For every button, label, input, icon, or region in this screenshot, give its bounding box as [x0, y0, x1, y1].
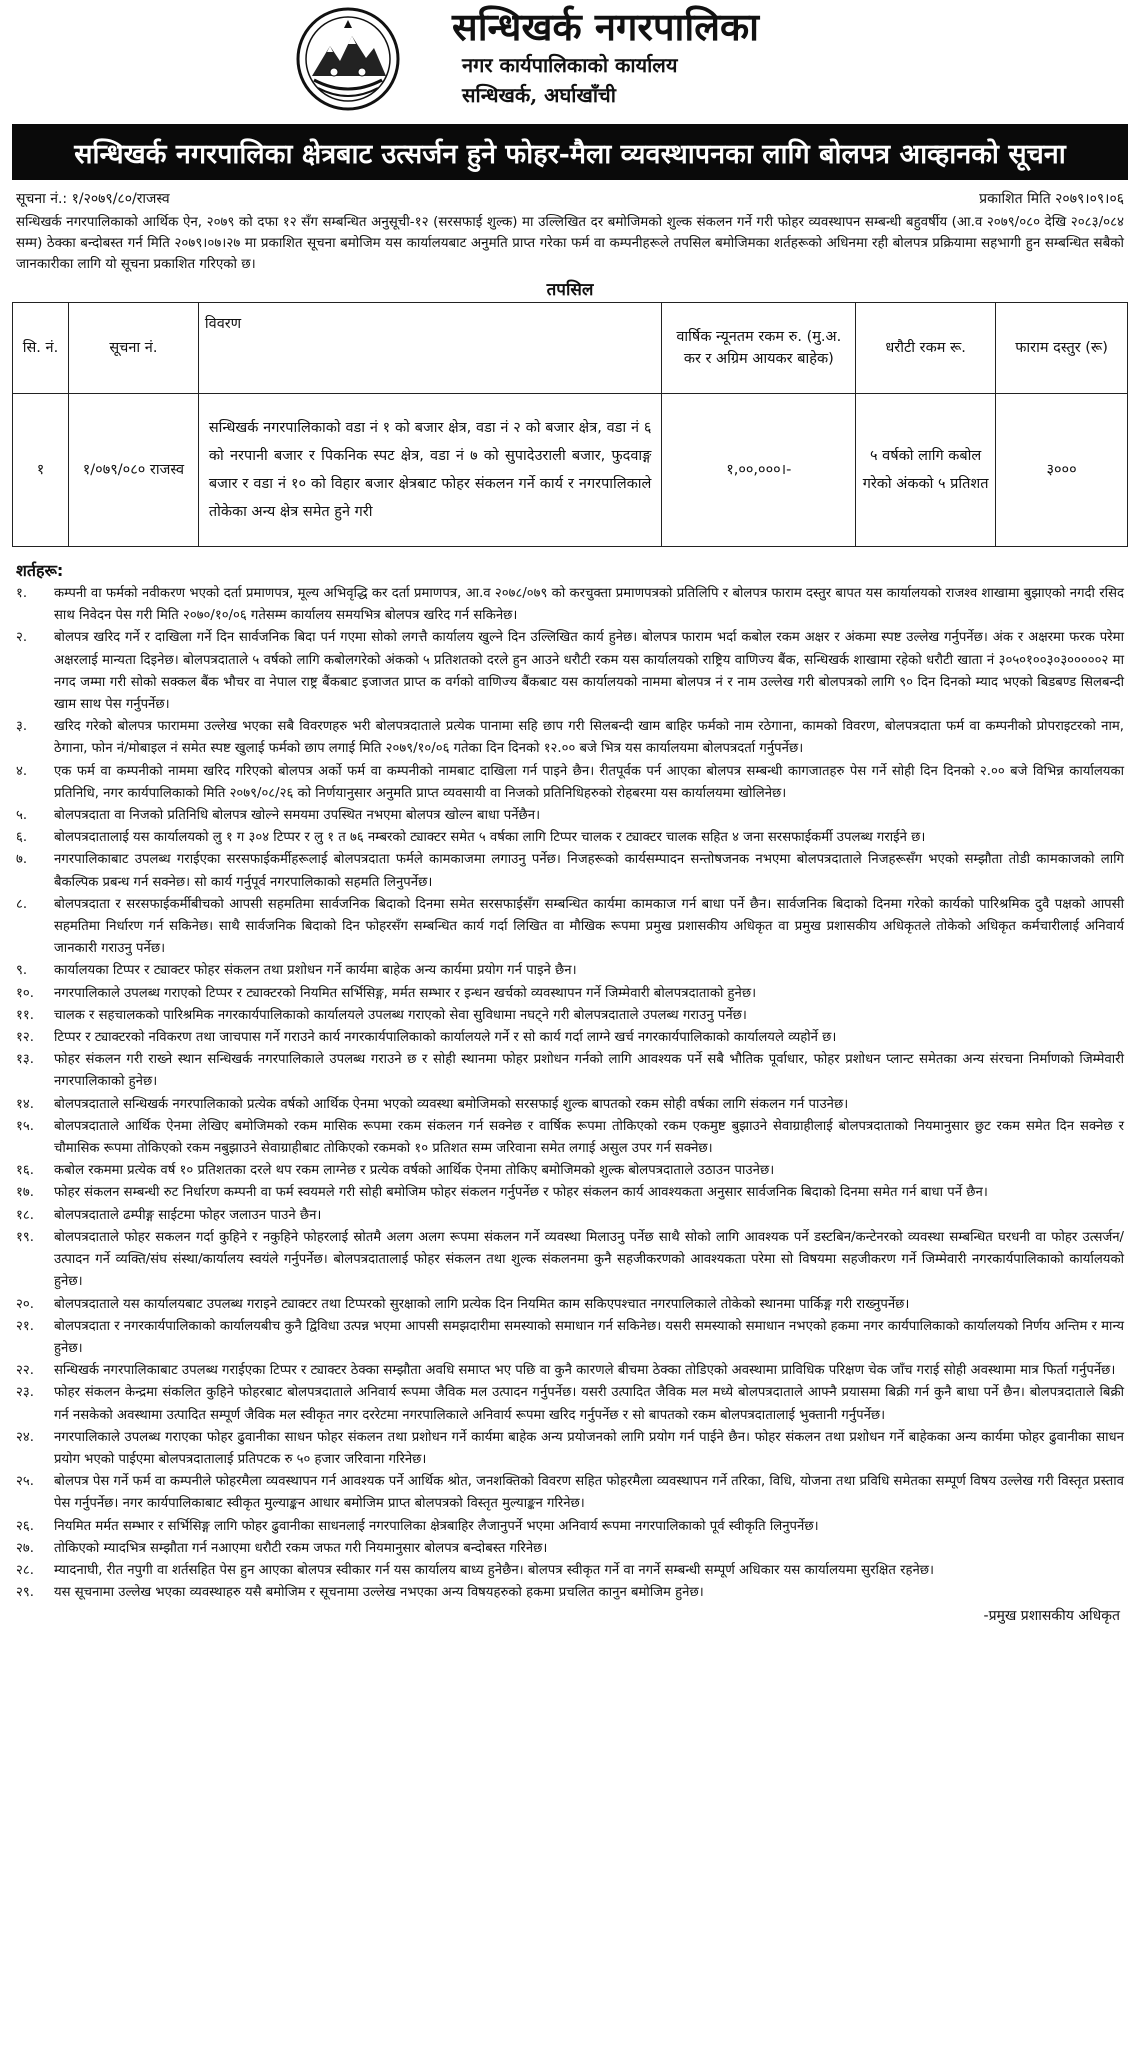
term-item — [16, 1471, 1124, 1515]
term-number: ११. — [16, 1007, 34, 1023]
term-number: २८. — [16, 1562, 34, 1578]
organization-name: सन्धिखर्क नगरपालिका — [452, 4, 760, 49]
term-text: कबोल रकममा प्रत्येक वर्ष १० प्रतिशतका दरले थप रकम लाग्नेछ र प्रत्येक वर्षको आर्थिक ऐनमा तोकिए बमोजिमको शुल्क बोलपत्रदाताले उठाउन पाउनेछ। — [54, 1163, 775, 1179]
term-item — [16, 1294, 1124, 1316]
term-number: ४. — [16, 763, 28, 779]
term-item — [16, 1094, 1124, 1116]
term-number: २५. — [16, 1474, 34, 1490]
term-text: सन्धिखर्क नगरपालिकाबाट उपलब्ध गराईएका टिप्पर र ट्याक्टर ठेक्का सम्झौता अवधि समाप्त भए पछि वा कुनै कारणले बीचमा ठेक्का तोडिएको अवस्थामा प्राविधिक परिक्षण चेक जाँच गराई सोही अवस्थामा मात्र फिर्ता गर्नुपर्नेछ। — [54, 1363, 1116, 1379]
term-number: २७. — [16, 1540, 34, 1556]
notice-meta-row — [16, 189, 1124, 208]
table-title: तपसिल — [546, 280, 594, 300]
intro-paragraph: सन्धिखर्क नगरपालिकाको आर्थिक ऐन, २०७९ को दफा १२ सँग सम्बन्धित अनुसूची-१२ (सरसफाई शुल्क) मा उल्लिखित दर बमोजिमको शुल्क संकलन गर्ने गरी फोहर व्यवस्थापन सम्बन्धी बहुवर्षीय (आ.व २०७९/०८० देखि २०८३/०८४ सम्म) ठेक्का बन्दोबस्त गर्न मिति २०७९।०७।२७ मा प्रकाशित सूचना बमोजिम यस कार्यालयबाट अनुमति प्राप्त गरेका फर्म वा कम्पनीहरूले तपसिल बमोजिमका शर्तहरूको अधिनमा रही बोलपत्र प्रक्रियामा सहभागी हुन सम्बन्धित सबैको जानकारीका लागि यो सूचना प्रकाशित गरिएको छ। — [16, 215, 1124, 272]
table-header-row — [13, 303, 1128, 394]
term-text: बोलपत्रदाताले यस कार्यालयबाट उपलब्ध गराइने ट्याक्टर तथा टिप्परको सुरक्षाको लागि प्रत्येक दिन नियमित काम सकिएपश्चात नगरपालिकाले तोकेको स्थानमा पार्किङ्ग गरी राख्नुपर्नेछ। — [54, 1296, 910, 1312]
term-item — [16, 1227, 1124, 1294]
term-number: ३. — [16, 719, 28, 735]
letterhead — [12, 0, 1128, 118]
term-text: बोलपत्रदाता वा निजको प्रतिनिधि बोलपत्र खोल्ने समयमा उपस्थित नभएमा बोलपत्र खोल्न बाधा पर्नेछैन। — [54, 808, 541, 824]
cell-min-amount: १,००,०००।- — [662, 394, 856, 547]
term-number: ८. — [16, 896, 28, 912]
office-name: नगर कार्यपालिकाको कार्यालय — [462, 53, 678, 77]
notice-number: सूचना नं.: १/२०७९/८०/राजस्व — [16, 191, 170, 207]
term-text: खरिद गरेको बोलपत्र फाराममा उल्लेख भएका सबै विवरणहरु भरी बोलपत्रदाताले प्रत्येक पानामा सहि छाप गरी सिलबन्दी खाम बाहिर फर्मको नाम रठेगाना, कामको विवरण, बोलपत्रदाता फर्म वा कम्पनीको प्रोपराइटरको नाम, ठेगाना, फोन नं/मोबाइल नं समेत स्पष्ट खुलाई फर्मको छाप लगाई मिति २०७९/१०/०६ गतेका दिन दिनको १२.०० बजे भित्र यस कार्यालयमा बोलपत्रदर्ता गर्नुपर्नेछ। — [54, 719, 1124, 757]
header-notice-no: सूचना नं. — [68, 303, 198, 394]
cell-notice-no: १/०७९/०८० राजस्व — [68, 394, 198, 547]
tender-details-table — [12, 302, 1128, 547]
term-text: बोलपत्रदाताले सन्धिखर्क नगरपालिकाको प्रत्येक वर्षको आर्थिक ऐनमा भएको व्यवस्था बमोजिमको सरसफाई शुल्क बापतको रकम सोही वर्षका लागि संकलन गर्न पाउनेछ। — [54, 1096, 849, 1112]
term-number: १८. — [16, 1207, 34, 1223]
term-number: १४. — [16, 1096, 34, 1112]
term-number: १६. — [16, 1163, 34, 1179]
header-min-amount: वार्षिक न्यूनतम रकम रु. (मु.अ. कर र अग्रिम आयकर बाहेक) — [662, 303, 856, 394]
term-item — [16, 1182, 1124, 1204]
term-item — [16, 1382, 1124, 1426]
term-text: एक फर्म वा कम्पनीको नाममा खरिद गरिएको बोलपत्र अर्को फर्म वा कम्पनीको नामबाट दाखिला गर्न पाइने छैन। रीतपूर्वक पर्न आएका बोलपत्र सम्बन्धी कागजातहरु पेस गर्ने सोही दिन दिनको २.०० बजे विभिन्न कार्यालयका प्रतिनिधि, नगर कार्यपालिकाको मिति २०७९/०८/२६ को निर्णयानुसार अनुमति प्राप्त व्यवसायी वा निजको प्रतिनिधिहरुको रोहबरमा यस कार्यालयमा खोलिनेछ। — [54, 763, 1124, 801]
term-number: १७. — [16, 1185, 34, 1201]
term-item — [16, 849, 1124, 893]
term-number: २२. — [16, 1363, 34, 1379]
term-item — [16, 583, 1124, 627]
term-item — [16, 716, 1124, 760]
term-text: टिप्पर र ट्याक्टरको नविकरण तथा जाचपास गर्ने गराउने कार्य नगरकार्यपालिकाको कार्यालयले गर्ने र सो कार्य गर्दा लाग्ने खर्च नगरकार्यपालिकाको कार्यालयले व्यहोर्ने छ। — [54, 1030, 837, 1046]
term-item — [16, 1360, 1124, 1382]
term-number: २६. — [16, 1518, 34, 1534]
term-number: १३. — [16, 1052, 34, 1068]
term-number: ७. — [16, 852, 28, 868]
term-number: ६. — [16, 830, 28, 846]
signature-line: -प्रमुख प्रशासकीय अधिकृत — [983, 1608, 1120, 1625]
term-text: बोलपत्रदाताले फोहर सकलन गर्दा कुहिने र नकुहिने फोहरलाई स्रोतमै अलग अलग रूपमा संकलन गर्ने व्यवस्था मिलाउनु पर्नेछ साथै सोको लागि आवश्यक पर्ने डस्टबिन/कन्टेनरको व्यवस्था सम्बन्धित घरधनी वा फोहर उत्सर्जन/उत्पादन गर्ने व्यक्ति/संघ संस्था/कार्यालय स्वयंले गर्नुपर्नेछ। बोलपत्रदातालाई फोहर संकलन तथा शुल्क संकलनमा कुनै सहजीकरणको आवश्यकता परेमा सो विषयमा सहजीकरण गर्ने जिम्मेवारी नगरकार्यपालिकाको कार्यालयको हुनेछ। — [54, 1229, 1124, 1290]
term-text: बोलपत्रदातालाई यस कार्यालयको लु १ ग ३०४ टिप्पर र लु १ त ७६ नम्बरको ट्याक्टर समेत ५ वर्षका लागि टिप्पर चालक र ट्याक्टर चालक सहित ४ जना सरसफाईकर्मी उपलब्ध गराईने छ। — [54, 830, 926, 846]
term-item — [16, 1316, 1124, 1360]
term-text: बोलपत्रदाता र नगरकार्यपालिकाको कार्यालयबीच कुनै द्विविधा उत्पन्न भएमा आपसी समझदारीमा समस्याको समाधान गर्न सकिनेछ। यसरी समस्याको समाधान नभएको हकमा नगर कार्यपालिकाको कार्यालयको निर्णय अन्तिम र मान्य हुनेछ। — [54, 1318, 1124, 1356]
term-item — [16, 1538, 1124, 1560]
term-number: २. — [16, 630, 28, 646]
cell-deposit: ५ वर्षको लागि कबोल गरेको अंकको ५ प्रतिशत — [856, 394, 996, 547]
term-text: फोहर संकलन गरी राख्ने स्थान सन्धिखर्क नगरपालिकाले उपलब्ध गराउने छ र सोही स्थानमा फोहर प्रशोधन गर्नको लागि आवश्यक पर्ने सबै भौतिक पूर्वाधार, फोहर प्रशोधन प्लान्ट समेतका अन्य संरचना निर्माणको जिम्मेवारी नगरपालिकाको हुनेछ। — [54, 1052, 1124, 1090]
term-item — [16, 1427, 1124, 1471]
term-item — [16, 1005, 1124, 1027]
header-description: विवरण — [198, 303, 662, 394]
term-item — [16, 1205, 1124, 1227]
term-number: ५. — [16, 808, 28, 824]
term-number: १९. — [16, 1229, 34, 1245]
term-number: २४. — [16, 1429, 34, 1445]
term-text: फोहर संकलन सम्बन्धी रुट निर्धारण कम्पनी वा फर्म स्वयमले गरी सोही बमोजिम फोहर संकलन गर्नुपर्नेछ र फोहर संकलन कार्य आवश्यकता अनुसार सार्वजनिक बिदाको दिनमा समेत गर्न बाधा पर्ने छैन। — [54, 1185, 988, 1201]
cell-description: सन्धिखर्क नगरपालिकाको वडा नं १ को बजार क्षेत्र, वडा नं २ को बजार क्षेत्र, वडा नं ६ को नरपानी बजार र पिकनिक स्पट क्षेत्र, वडा नं ७ को सुपादेउराली बजार, फुदवाङ्ग बजार र वडा नं १० को विहार बजार क्षेत्रबाट फोहर संकलन गर्ने कार्य र नगरपालिकाले तोकेका अन्य क्षेत्र समेत हुने गरी — [198, 394, 662, 547]
published-date: प्रकाशित मिति २०७९।०९।०६ — [979, 191, 1124, 207]
term-item — [16, 1160, 1124, 1182]
term-number: ९. — [16, 963, 28, 979]
term-number: २९. — [16, 1585, 34, 1601]
term-item — [16, 1027, 1124, 1049]
term-number: १. — [16, 586, 28, 601]
term-item — [16, 1049, 1124, 1093]
term-text: तोकिएको म्यादभित्र सम्झौता गर्न नआएमा धरौटी रकम जफत गरी नियमानुसार बोलपत्र बन्दोबस्त गरिनेछ। — [54, 1540, 548, 1556]
term-text: बोलपत्रदाताले ढम्पीङ्ग साईटमा फोहर जलाउन पाउने छैन। — [54, 1207, 322, 1223]
term-item — [16, 1560, 1124, 1582]
term-number: २०. — [16, 1296, 34, 1312]
term-text: बोलपत्र खरिद गर्ने र दाखिला गर्ने दिन सार्वजनिक बिदा पर्न गएमा सोको लगत्तै कार्यालय खुल्ने दिन उल्लिखित कार्य हुनेछ। बोलपत्र फाराम भर्दा कबोल रकम अक्षर र अंकमा स्पष्ट उल्लेख गर्नुपर्नेछ। अंक र अक्षरमा फरक परेमा अक्षरलाई मान्यता दिइनेछ। बोलपत्रदाताले ५ वर्षको लागि कबोलगरेको अंकको ५ प्रतिशतको दरले हुन आउने धरौटी रकम यस कार्यालयको राष्ट्रिय वाणिज्य बैंक, सन्धिखर्क शाखामा रहेको धरौटी खाता नं ३०५०१००३०३०००००२ मा नगद जम्मा गरी सोको सक्कल बैंक भौचर वा नेपाल राष्ट्र बैंकबाट इजाजत प्राप्त क वर्गको वाणिज्य बैंकबाट यस कार्यालयको नाममा बोलपत्र नं र नाम उल्लेख गरी बोलपत्रको लागि ९० दिन दिनको म्याद भएको बिडबण्ड सिलबन्दी खाम साथ पेस गर्नुपर्नेछ। — [54, 630, 1124, 713]
term-text: नगरपालिकाबाट उपलब्ध गराईएका सरसफाईकर्मीहरूलाई बोलपत्रदाता फर्मले कामकाजमा लगाउनु पर्नेछ। निजहरूको कार्यसम्पादन सन्तोषजनक नभएमा बोलपत्रदाताले निजहरूसँग भएको सम्झौता तोडी कामकाजको लागि बैकल्पिक प्रबन्ध गर्न सक्नेछ। सो कार्य गर्नुपूर्व नगरपालिकाको सहमति लिनुपर्नेछ। — [54, 852, 1124, 890]
term-text: बोलपत्रदाताले आर्थिक ऐनमा लेखिए बमोजिमको रकम मासिक रूपमा रकम संकलन गर्न सक्नेछ र वार्षिक रूपमा तोकिएको रकम एकमुष्ट बुझाउने सेवाग्राहीलाई बोलपत्रदाताको नियमानुसार छुट रकम समेत दिन सक्नेछ र चौमासिक रूपमा तोकिएको रकम नबुझाउने सेवाग्राहीबाट तोकिएको रकमको १० प्रतिशत सम्म जरिवाना समेत लगाई असुल उपर गर्न सक्नेछ। — [54, 1118, 1124, 1157]
term-text: कार्यालयका टिप्पर र ट्याक्टर फोहर संकलन तथा प्रशोधन गर्ने कार्यमा बाहेक अन्य कार्यमा प्रयोग गर्न पाइने छैन। — [54, 963, 577, 979]
term-text: म्यादनाघी, रीत नपुगी वा शर्तसहित पेस हुन आएका बोलपत्र स्वीकार गर्न यस कार्यालय बाध्य हुनेछैन। बोलपत्र स्वीकृत गर्ने वा नगर्ने सम्बन्धी सम्पूर्ण अधिकार यस कार्यालयमा सुरक्षित रहनेछ। — [54, 1562, 935, 1578]
term-item — [16, 894, 1124, 961]
header-deposit: धरौटी रकम रू. — [856, 303, 996, 394]
term-text: चालक र सहचालकको पारिश्रमिक नगरकार्यपालिकाको कार्यालयले उपलब्ध गराएको सेवा सुविधामा नघट्ने गरी बोलपत्रदाताले उपलब्ध गराउनु पर्नेछ। — [54, 1007, 747, 1023]
term-number: १०. — [16, 985, 34, 1001]
term-number: २१. — [16, 1318, 34, 1334]
cell-sn: १ — [13, 394, 69, 547]
term-item — [16, 827, 1124, 849]
cell-form-fee: ३००० — [996, 394, 1128, 547]
term-text: नगरपालिकाले उपलब्ध गराएको टिप्पर र ट्याक्टरको नियमित सर्भिसिङ्ग, मर्मत सम्भार र इन्धन खर्चको व्यवस्थापन गर्ने जिम्मेवारी बोलपत्रदाताको हुनेछ। — [54, 985, 757, 1001]
term-item — [16, 805, 1124, 827]
header-sn: सि. नं. — [13, 303, 69, 394]
term-text: नियमित मर्मत सम्भार र सर्भिसिङ्ग लागि फोहर ढुवानीका साधनलाई नगरपालिका क्षेत्रबाहिर लैजानुपर्ने भएमा अनिवार्य रूपमा नगरपालिकाको पूर्व स्वीकृति लिनुपर्नेछ। — [54, 1518, 819, 1534]
organization-block — [442, 4, 1002, 110]
office-address: सन्धिखर्क, अर्घाखाँची — [462, 83, 616, 107]
term-item — [16, 761, 1124, 805]
term-text: बोलपत्र पेस गर्ने फर्म वा कम्पनीले फोहरमैला व्यवस्थापन गर्न आवश्यक पर्ने आर्थिक श्रोत, जनशक्तिको विवरण सहित फोहरमैला व्यवस्थापन गर्ने तरिका, विधि, योजना तथा प्रविधि समेतका सम्पूर्ण विषय उल्लेख गरी विस्तृत प्रस्ताव पेस गर्नुपर्नेछ। नगर कार्यपालिकाबाट स्वीकृत मुल्याङ्कन आधार बमोजिम प्राप्त बोलपत्रको विस्तृत मुल्याङ्कन गरिनेछ। — [54, 1474, 1124, 1512]
term-number: १२. — [16, 1030, 34, 1046]
term-number: १५. — [16, 1118, 34, 1134]
term-text: फोहर संकलन केन्द्रमा संकलित कुहिने फोहरबाट बोलपत्रदाताले अनिवार्य रूपमा जैविक मल उत्पादन गर्नुपर्नेछ। यसरी उत्पादित जैविक मल मध्ये बोलपत्रदाताले आफ्नै प्रयासमा बिक्री गर्न कुनै बाधा पर्ने छैन। बोलपत्रदाताले बिक्री गर्न नसकेको अवस्थामा उत्पादित सम्पूर्ण जैविक मल स्वीकृत नगर दररेटमा नगरपालिकाले अनिवार्य रूपमा खरिद गर्नुपर्नेछ र सो बापतको रकम बोलपत्रदातालाई भुक्तानी गर्नुपर्नेछ। — [54, 1385, 1124, 1423]
term-text: नगरपालिकाले उपलब्ध गराएका फोहर ढुवानीका साधन फोहर संकलन तथा प्रशोधन गर्ने कार्यमा बाहेक अन्य प्रयोजनको लागि प्रयोग गर्न पाईने छैन। फोहर संकलन तथा प्रशोधन गर्ने बाहेकका अन्य कार्यमा फोहर ढुवानीका साधन प्रयोग भएको पाईएमा बोलपत्रदातालाई प्रतिपटक रु ५० हजार जरिवाना गरिनेछ। — [54, 1429, 1124, 1467]
municipality-emblem-icon — [292, 6, 404, 112]
term-text: यस सूचनामा उल्लेख भएका व्यवस्थाहरु यसै बमोजिम र सूचनामा उल्लेख नभएका अन्य विषयहरुको हकमा प्रचलित कानुन बमोजिम हुनेछ। — [54, 1585, 704, 1601]
notice-title-banner: सन्धिखर्क नगरपालिका क्षेत्रबाट उत्सर्जन हुने फोहर-मैला व्यवस्थापनका लागि बोलपत्र आव्हानको सूचना — [12, 124, 1128, 180]
table-row — [13, 394, 1128, 547]
term-item — [16, 627, 1124, 716]
term-item — [16, 1116, 1124, 1160]
term-number: २३. — [16, 1385, 34, 1401]
term-text: कम्पनी वा फर्मको नवीकरण भएको दर्ता प्रमाणपत्र, मूल्य अभिवृद्धि कर दर्ता प्रमाणपत्र, आ.व २०७८/०७९ को करचुक्ता प्रमाणपत्रको प्रतिलिपि र बोलपत्र फाराम दस्तुर बापत यस कार्यालयको राजश्व शाखामा बुझाएको नगदी रसिद साथ निवेदन पेस गरी मिति २०७०/१०/०६ गतेसम्म कार्यालय समयभित्र बोलपत्र खरिद गर्न सकिनेछ। — [54, 586, 1124, 624]
term-item — [16, 960, 1124, 982]
term-item — [16, 1516, 1124, 1538]
terms-heading: शर्तहरू: — [16, 561, 64, 580]
terms-list — [12, 583, 1128, 1604]
term-item — [16, 983, 1124, 1005]
header-form-fee: फाराम दस्तुर (रू) — [996, 303, 1128, 394]
term-text: बोलपत्रदाता र सरसफाईकर्मीबीचको आपसी सहमतिमा सार्वजनिक बिदाको दिनमा समेत सरसफाईसँग सम्बन्धित कार्यमा कामकाज गर्न बाधा पर्ने छैन। सार्वजनिक बिदाको दिनमा गरेको कार्यको पारिश्रमिक दुवै पक्षको आपसी सहमतिमा निर्धारण गर्न सकिनेछ। साथै सार्वजनिक बिदाको दिन फोहरसँग सम्बन्धित कार्य गर्दा लिखित वा मौखिक रूपमा प्रमुख प्रशासकीय अधिकृत वा प्रमुख प्रशासकीय अधिकृतले तोकेको अधिकृत कर्मचारीलाई अनिवार्य जानकारी गराउनु पर्नेछ। — [54, 896, 1124, 957]
term-item — [16, 1582, 1124, 1604]
